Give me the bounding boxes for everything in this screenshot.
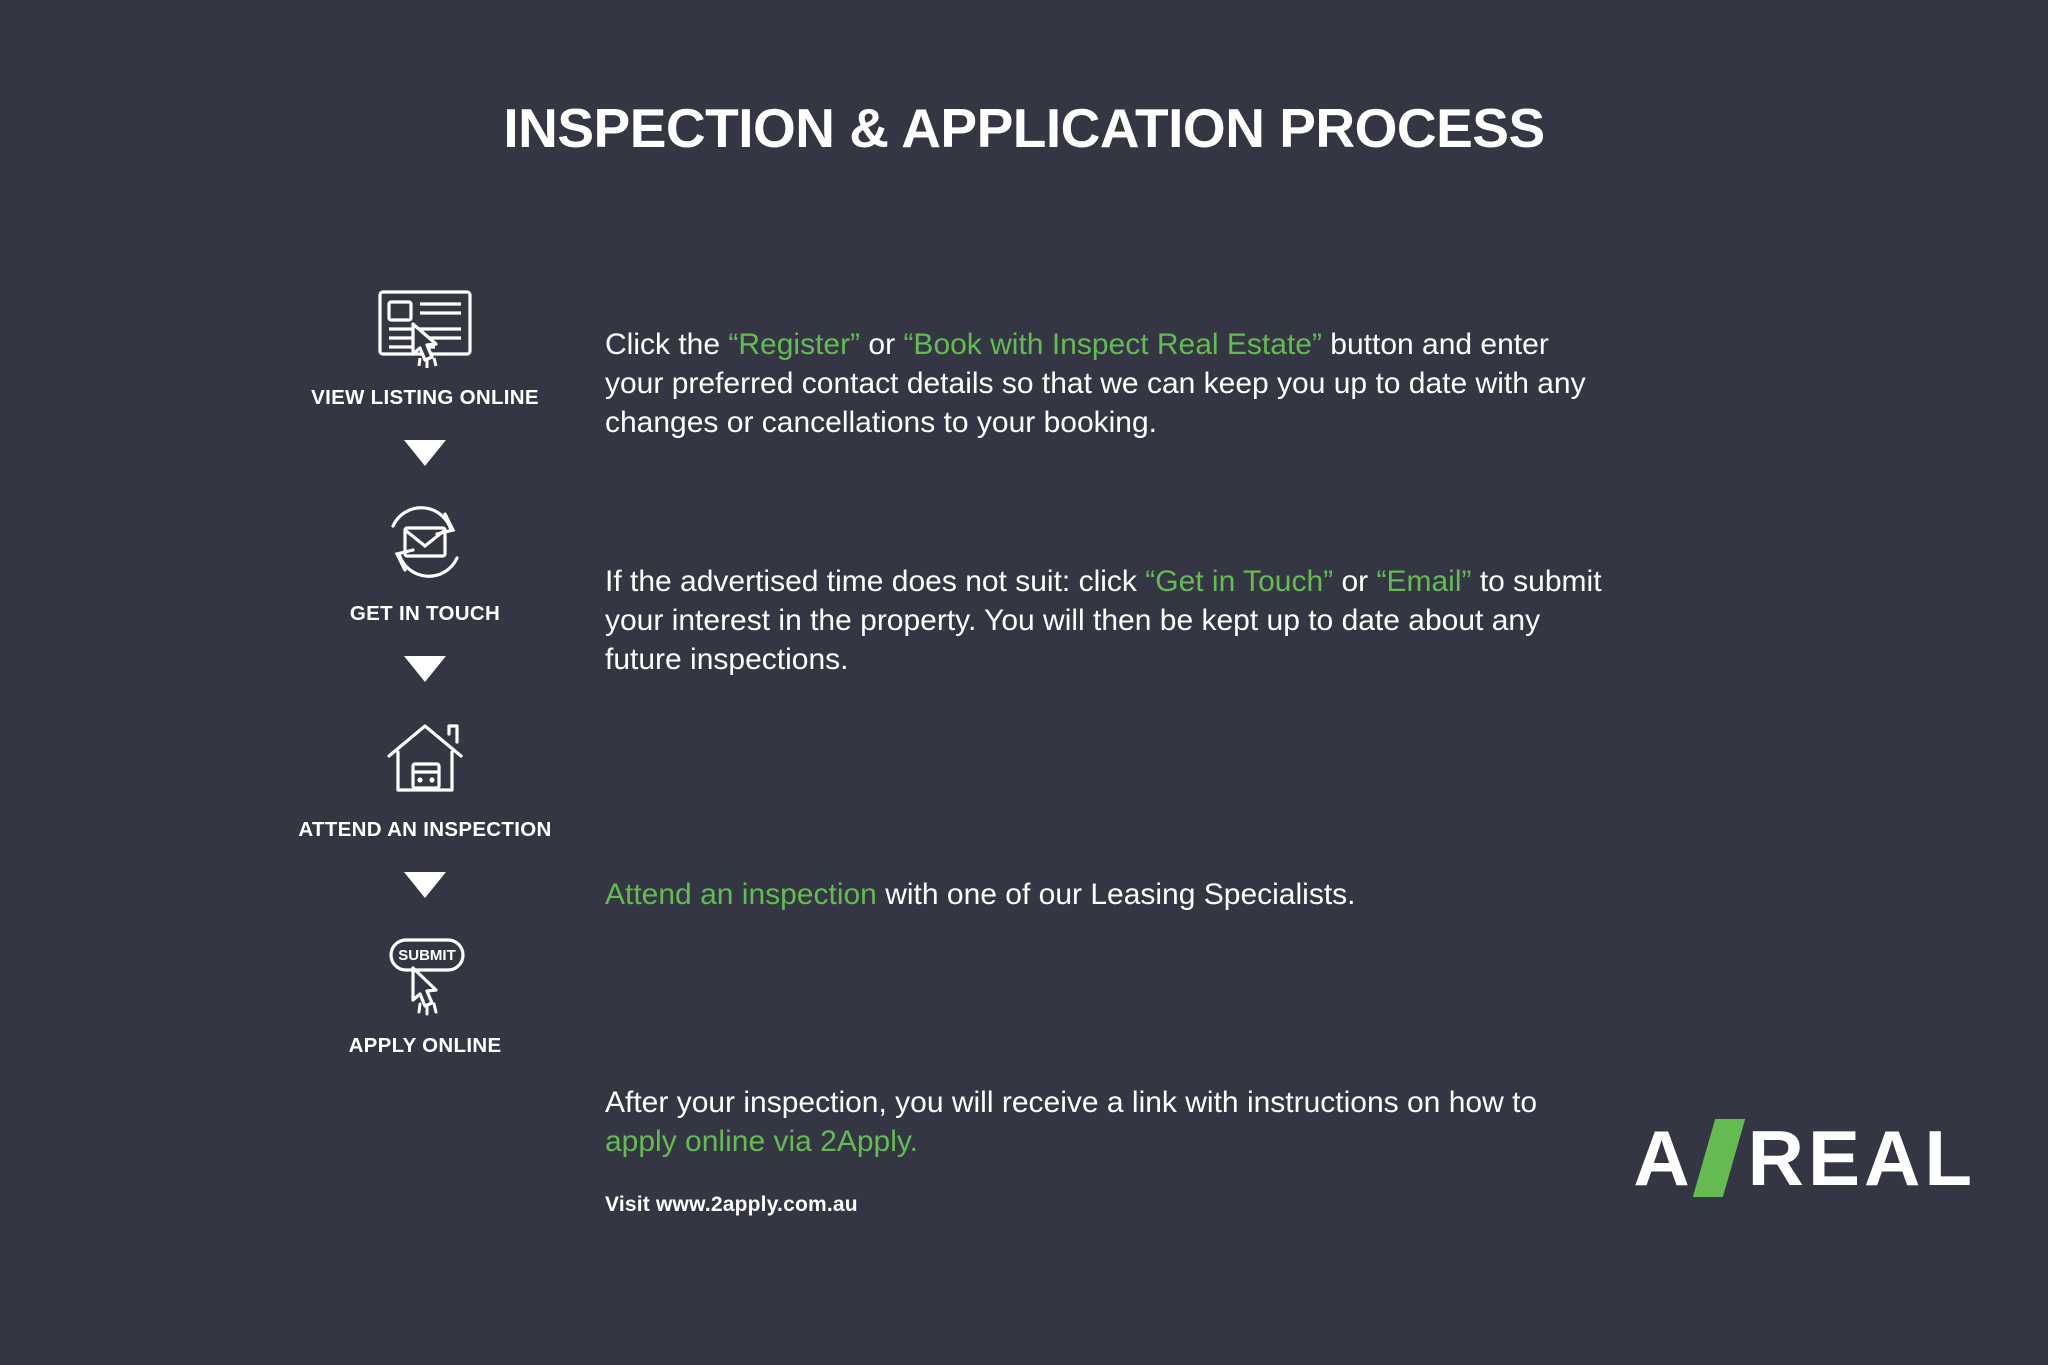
step1-text-part-3: “Book with Inspect Real Estate” [903, 328, 1322, 361]
step2-text-part-4: to submit your interest in the property. You will then be kept up to date about any future inspections. [605, 565, 1602, 676]
submit-button-cursor-icon [280, 928, 570, 1020]
brand-logo [1633, 1114, 1976, 1202]
step3-text-part-0: Attend an inspection [605, 878, 877, 911]
step1-text-part-0: Click the [605, 328, 729, 361]
arrow-1 [280, 410, 570, 496]
step-2-paragraph [605, 562, 1615, 679]
step-3-paragraph [605, 875, 1615, 914]
step2-text-part-3: “Email” [1376, 565, 1472, 598]
step-2-label: GET IN TOUCH [349, 602, 501, 625]
step-4-label: APPLY ONLINE [348, 1034, 502, 1057]
house-calendar-icon [280, 712, 570, 804]
step2-text-part-1: “Get in Touch” [1145, 565, 1334, 598]
visit-link-text[interactable]: Visit www.2apply.com.au [605, 1193, 858, 1216]
step1-text-part-2: or [860, 328, 904, 361]
page-title: INSPECTION & APPLICATION PROCESS [503, 97, 1545, 159]
step-1 [280, 280, 570, 410]
step1-text-part-1: “Register” [728, 328, 861, 361]
logo-left-text: A [1633, 1114, 1694, 1202]
step-4-paragraph [605, 1083, 1615, 1161]
envelope-refresh-icon [280, 496, 570, 588]
step4-text-part-0: After your inspection, you will receive a link with instructions on how to [605, 1086, 1538, 1119]
step-1-paragraph [605, 325, 1615, 442]
step3-text-part-1: with one of our Leasing Specialists. [876, 878, 1356, 911]
logo-right-text: REAL [1747, 1114, 1976, 1202]
step1-text-part-4: button and enter your preferred contact details so that we can keep you up to date with any changes or cancellations to your booking. [605, 328, 1586, 439]
step-4 [280, 928, 570, 1058]
arrow-2 [280, 626, 570, 712]
svg-text:SUBMIT: SUBMIT [398, 947, 456, 964]
step-3-label: ATTEND AN INSPECTION [298, 818, 552, 841]
steps-column [280, 280, 570, 1058]
step4-text-part-1: apply online via 2Apply. [605, 1125, 918, 1158]
logo-slash-icon [1692, 1119, 1744, 1197]
step-1-label: VIEW LISTING ONLINE [311, 386, 539, 409]
step-2 [280, 496, 570, 626]
step-3 [280, 712, 570, 842]
listing-window-cursor-icon [280, 280, 570, 372]
arrow-3 [280, 842, 570, 928]
step2-text-part-0: If the advertised time does not suit: click [605, 565, 1146, 598]
step2-text-part-2: or [1333, 565, 1377, 598]
